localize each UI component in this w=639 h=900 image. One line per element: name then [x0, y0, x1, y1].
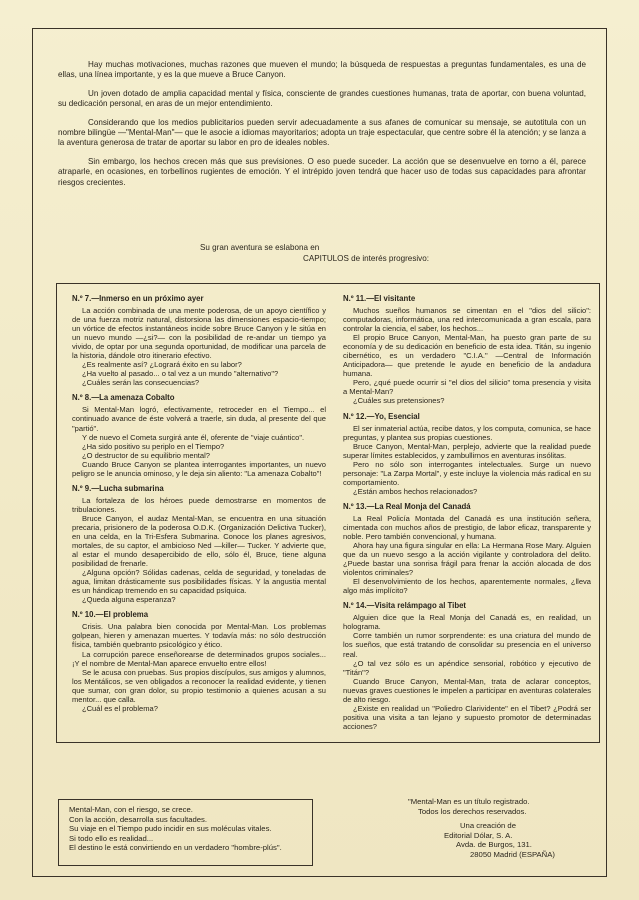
- chapter-paragraph: Muchos sueños humanos se cimentan en el "dios del silicio": computadoras, informática, una red intercomunicada a gran escala, para controlar la ciencia, el saber, los hechos...: [343, 306, 591, 334]
- trademark-notice: [408, 797, 598, 816]
- chapter-paragraph: Pero no sólo son interrogantes intelectuales. Surge un nuevo personaje: "La Zarpa Mortal", y este incluye la violencia más radical en su comportamiento.: [343, 459, 591, 487]
- chapter-paragraph: Se le acusa con pruebas. Sus propios discípulos, sus amigos y alumnos, los Mentálicos, se ven obligados a reconocer la realidad evidente, y tienen que sumar, con gran dolor, su propio testimonio a quienes acusan a su mentor... que calla.: [72, 667, 326, 704]
- chapters-lead: [200, 242, 429, 264]
- lead-line-2: CAPITULOS de interés progresivo:: [303, 254, 429, 263]
- introduction: [58, 60, 586, 196]
- chapter-title: N.º 8.—La amenaza Cobalto: [72, 393, 175, 403]
- chapter-paragraph: ¿Cuál es el problema?: [82, 703, 158, 713]
- chapter-paragraph: Crisis. Una palabra bien conocida por Mental-Man. Los problemas golpean, hieren y amenazan muertes. Y todavía más: no sólo destrucción física, también quebranto psicológico y ético.: [72, 622, 326, 650]
- chapter-paragraph: ¿Es realmente así? ¿Logrará éxito en su labor?: [82, 360, 242, 370]
- summary-line: Con la acción, desarrolla sus facultades.: [69, 814, 208, 824]
- intro-paragraph: Un joven dotado de amplia capacidad mental y física, consciente de grandes cuestiones humanas, trata de aportar, con buena voluntad, su dedicación personal, en aras de un mejor entendimiento.: [58, 88, 586, 109]
- intro-paragraph: Sin embargo, los hechos crecen más que sus previsiones. O eso puede suceder. La acción que se desenvuelve en torno a él, parece atraparle, en ocasiones, en torbellinos rugientes de emoción. Y el intrépido joven tendrá que hacer uso de todas sus capacidades para afrontar riesgos crecientes.: [58, 156, 586, 187]
- publisher-address: Avda. de Burgos, 131.: [456, 840, 532, 850]
- chapter-paragraph: Bruce Canyon, Mental-Man, perplejo, advierte que la realidad puede superar límites establecidos, y zambullirnos en aventuras insólitas.: [343, 441, 591, 460]
- summary-box: [58, 799, 313, 866]
- credit-line: "Mental-Man es un título registrado.: [408, 797, 530, 806]
- chapter-13: [343, 502, 591, 595]
- chapter-title: N.º 7.—Inmerso en un próximo ayer: [72, 294, 204, 303]
- chapter-paragraph: La acción combinada de una mente poderosa, de un apoyo científico y de una fuerza motriz natural, distorsiona las dimensiones espacio-tiempo; un vórtice de efectos instantáneos incide sobre Bruce Canyon y le sitúa en un nuevo mundo —¿si?— con la posibilidad de re-andar un tiempo ya vivido, de optar por una segunda oportunidad, de modificar una parcela de la historia, dándole otro itinerario efectivo.: [72, 306, 326, 361]
- chapter-title: N.º 11.—El visitante: [343, 294, 416, 303]
- chapter-11: [343, 294, 591, 406]
- chapter-paragraph: Bruce Canyon, el audaz Mental-Man, se encuentra en una situación precaria, prisionero de la poderosa O.D.K. (Organización Delictiva Tucker), en una celda, en la Tri-Esfera Submarina. Conoce los planes agresivos, mortales, de su captor, el ambicioso Ned —killer— Tucker. Y advierte que, al estar el mundo desapercibido de ello, sólo él, Bruce, tiene alguna posibilidad de frenarle.: [72, 513, 326, 569]
- chapter-paragraph: ¿Ha vuelto al pasado... o tal vez a un mundo "alternativo"?: [82, 369, 279, 379]
- chapter-title: N.º 10.—El problema: [72, 610, 149, 620]
- chapter-14: [343, 601, 591, 731]
- chapter-title: N.º 12.—Yo, Esencial: [343, 411, 420, 421]
- chapter-paragraph: ¿Ha sido positivo su periplo en el Tiempo?: [82, 441, 225, 451]
- chapter-8: [72, 393, 326, 477]
- chapter-paragraph: ¿O destructor de su equilibrio mental?: [82, 450, 210, 460]
- publisher-name: Editorial Dólar, S. A.: [444, 830, 513, 840]
- publisher-city: 28050 Madrid (ESPAÑA): [470, 849, 555, 859]
- summary-line: Mental-Man, con el riesgo, se crece.: [69, 805, 193, 814]
- chapter-paragraph: ¿Existe en realidad un "Poliedro Clarividente" en el Tibet? ¿Podrá ser positiva una visita a tan lejano y supuesto promotor de determinadas acciones?: [343, 703, 591, 731]
- chapter-paragraph: La corrupción parece enseñorearse de determinados grupos sociales... ¡Y el nombre de Mental-Man aparece envuelto entre ellos!: [72, 649, 326, 668]
- lead-line-1: Su gran aventura se eslabona en: [200, 243, 320, 252]
- credit-line: Una creación de: [460, 821, 516, 831]
- chapter-10: [72, 610, 326, 712]
- summary-line: El destino le está convirtiendo en un verdadero "hombre-plús".: [69, 843, 282, 853]
- chapter-paragraph: Pero, ¿qué puede ocurrir si "el dios del silicio" toma presencia y visita a Mental-Man?: [343, 378, 591, 397]
- chapter-paragraph: La Real Policía Montada del Canadá es una institución señera, cimentada con muchos años de prestigio, de labor eficaz, transparente y noble. Pero también convencional, y humana.: [343, 513, 591, 541]
- intro-paragraph: Hay muchas motivaciones, muchas razones que mueven el mundo; la búsqueda de respuestas a preguntas fundamentales, es una de ellas, una línea importante, y es la que mueve a Bruce Canyon.: [58, 60, 586, 80]
- chapter-12: [343, 412, 591, 496]
- credit-line: Todos los derechos reservados.: [418, 806, 527, 816]
- publisher-credits: [408, 797, 598, 860]
- intro-paragraph: Considerando que los medios publicitarios pueden servir adecuadamente a sus afanes de comunicar su mensaje, se autotitula con un nombre bilingüe —"Mental-Man"— que le asocie a idiomas mayoritarios; adopta un traje espectacular, que centre sobre él la atención; y se lanza a la aventura generosa de tratar de aportar su labor en pro de ideales nobles.: [58, 117, 586, 148]
- chapter-paragraph: Si Mental-Man logró, efectivamente, retroceder en el Tiempo... el continuado avance de éste volverá a traerle, sin duda, al presente del que "partió".: [72, 405, 326, 433]
- chapter-paragraph: Corre también un rumor sorprendente: es una criatura del mundo de los sueños, que está tratando de consolidar su presencia en el universo real.: [343, 631, 591, 659]
- chapters-box: [56, 283, 600, 743]
- chapter-paragraph: El desenvolvimiento de los hechos, aparentemente normales, ¿lleva algo más implícito?: [343, 577, 591, 596]
- chapter-paragraph: La fortaleza de los héroes puede demostrarse en momentos de tribulaciones.: [72, 495, 326, 514]
- chapter-7: [72, 294, 326, 387]
- chapter-title: N.º 14.—Visita relámpago al Tibet: [343, 601, 467, 611]
- chapter-paragraph: Ahora hay una figura singular en ella: La Hermana Rose Mary. Alguien que da un nuevo sesgo a la acción vigilante y controladora del delito. ¿Puede bastar una sonrisa frágil para frenar la acción alocada de dos violentos criminales?: [343, 541, 591, 578]
- chapter-paragraph: El propio Bruce Canyon, Mental-Man, ha puesto gran parte de su economía y de su dedicación en beneficio de esta idea. Titán, su ingenio cibernético, es un verdadero "C.I.A." —Central de Información Anticipadora— que pretende le ayude en beneficio de la andadura humana.: [343, 333, 591, 379]
- chapter-paragraph: Cuando Bruce Canyon, Mental-Man, trata de aclarar conceptos, nuevas graves cuestiones le impelen a participar en aventuras colaterales de alto riesgo.: [343, 676, 591, 704]
- summary-line: Su viaje en el Tiempo pudo incidir en sus moléculas vitales.: [69, 824, 272, 834]
- chapter-title: N.º 13.—La Real Monja del Canadá: [343, 501, 471, 511]
- chapters-left-column: [72, 294, 326, 719]
- chapter-title: N.º 9.—Lucha submarina: [72, 483, 164, 493]
- chapter-paragraph: Cuando Bruce Canyon se plantea interrogantes importantes, un nuevo peligro se le anuncia ominoso, y le deja sin aliento: "La amenaza Cobalto"!: [72, 459, 326, 478]
- chapter-paragraph: Alguien dice que la Real Monja del Canadá es, en realidad, un holograma.: [343, 613, 591, 632]
- chapter-9: [72, 484, 326, 605]
- chapter-paragraph: ¿Están ambos hechos relacionados?: [353, 486, 478, 496]
- chapters-right-column: [343, 294, 591, 737]
- chapter-paragraph: Y de nuevo el Cometa surgirá ante él, oferente de "viaje cuántico".: [82, 432, 305, 442]
- chapter-paragraph: ¿Alguna opción? Sólidas cadenas, celda de seguridad, y toneladas de agua, limitan drásticamente sus posibilidades físicas. Y la angustia mental es un hándicap tremendo en su capacidad psíquica.: [72, 568, 326, 596]
- chapter-paragraph: ¿Queda alguna esperanza?: [82, 595, 176, 605]
- chapter-paragraph: El ser inmaterial actúa, recibe datos, y los computa, comunica, se hace preguntas, y plantea sus propias cuestiones.: [343, 423, 591, 442]
- summary-line: Si todo ello es realidad...: [69, 833, 154, 843]
- chapter-paragraph: ¿Cuáles serán las consecuencias?: [82, 378, 200, 388]
- chapter-paragraph: ¿O tal vez sólo es un apéndice sensorial, robótico y ejecutivo de "Titán"?: [343, 658, 591, 677]
- chapter-paragraph: ¿Cuáles sus pretensiones?: [353, 396, 445, 406]
